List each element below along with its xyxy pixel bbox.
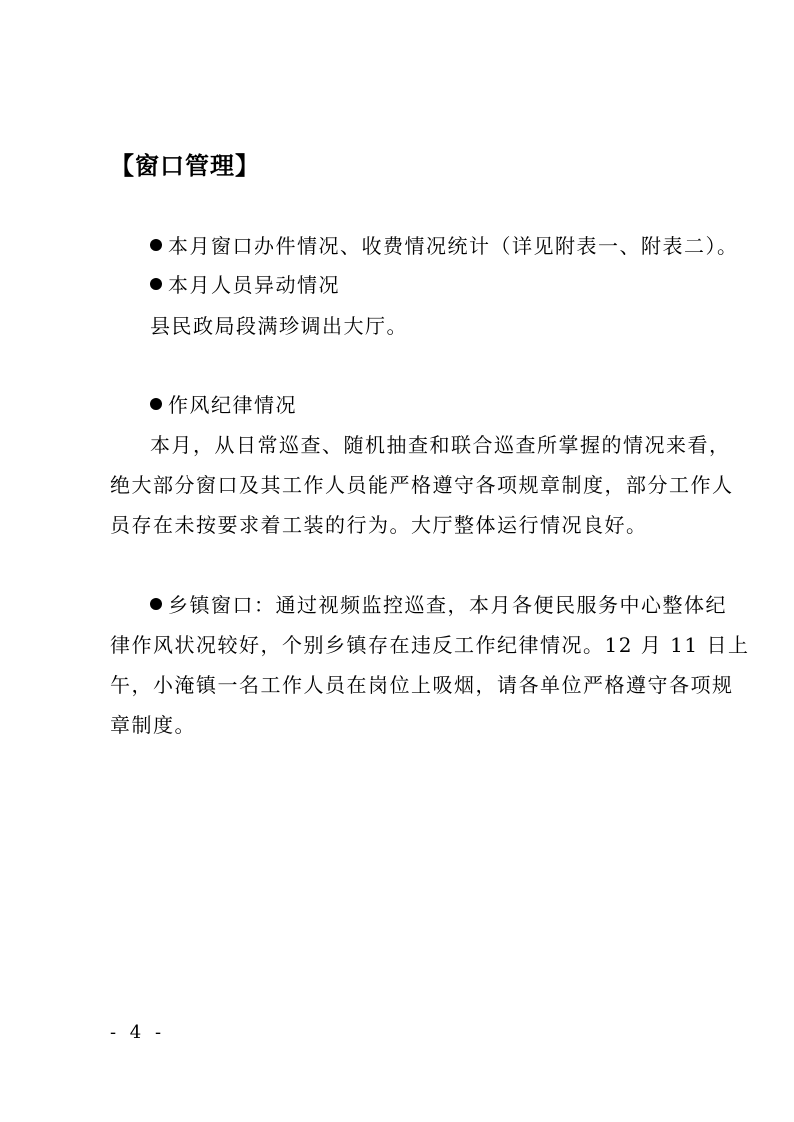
bullet-icon — [150, 398, 162, 410]
discipline-line: 员存在未按要求着工装的行为。大厅整体运行情况良好。 — [110, 513, 648, 537]
township-line: 律作风状况较好，个别乡镇存在违反工作纪律情况。12 月 11 日上 — [110, 633, 750, 657]
personnel-text: 县民政局段满珍调出大厅。 — [150, 314, 408, 338]
stats-text: 本月窗口办件情况、收费情况统计（详见附表一、附表二）。 — [168, 234, 739, 258]
discipline-line: 本月，从日常巡查、随机抽查和联合巡查所掌握的情况来看， — [150, 433, 731, 457]
bullet-icon — [150, 239, 162, 251]
township-line: 章制度。 — [110, 713, 196, 737]
discipline-heading — [150, 391, 710, 419]
bullet-icon — [150, 598, 162, 610]
section-title: 【窗口管理】 — [110, 152, 260, 180]
township-line — [150, 591, 727, 619]
stats-item — [150, 232, 739, 260]
township-line: 午，小淹镇一名工作人员在岗位上吸烟，请各单位严格遵守各项规 — [110, 673, 734, 697]
discipline-heading-text: 作风纪律情况 — [168, 393, 297, 417]
page-number: - 4 - — [110, 1022, 166, 1043]
bullet-icon — [150, 278, 162, 290]
township-line-text: 乡镇窗口：通过视频监控巡查，本月各便民服务中心整体纪 — [168, 593, 727, 617]
personnel-heading-text: 本月人员异动情况 — [168, 273, 340, 297]
personnel-heading — [150, 271, 710, 299]
discipline-line: 绝大部分窗口及其工作人员能严格遵守各项规章制度，部分工作人 — [110, 473, 734, 497]
